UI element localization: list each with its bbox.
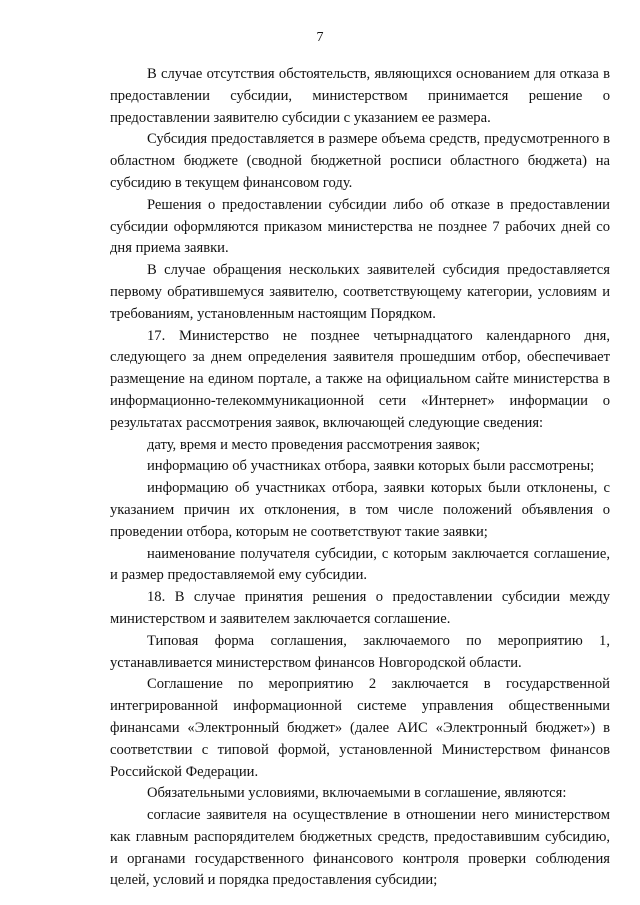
page-number: 7 [316,30,324,45]
paragraph: наименование получателя субсидии, с которым заключается соглашение, и размер предоставляемой ему субсидии. [110,545,610,584]
paragraph: Обязательными условиями, включаемыми в соглашение, являются: [147,785,567,802]
paragraph: дату, время и место проведения рассмотрения заявок; [147,436,481,453]
paragraph: 17. Министерство не позднее четырнадцатого календарного дня, следующего за днем определения заявителя прошедшим отбор, обеспечивает размещение на едином портале, а также на официальном сайте министерства в информационно-телекоммуникационной сети «Интернет» информации о результатах рассмотрения заявок, включающей следующие сведения: [110,327,610,431]
paragraph: В случае обращения нескольких заявителей субсидия предоставляется первому обратившемуся заявителю, соответствующему категории, условиям и требованиям, установленным настоящим Порядком. [110,262,610,322]
paragraph: Соглашение по мероприятию 2 заключается в государственной интегрированной информационной системе управления общественными финансами «Электронный бюджет» (далее АИС «Электронный бюджет») в соответствии с типовой формой, установленной Министерством финансов Российской Федерации. [110,676,610,780]
paragraph: информацию об участниках отбора, заявки которых были отклонены, с указанием причин их отклонения, в том числе положений объявления о проведении отбора, которым не соответствуют такие заявки; [110,480,610,540]
paragraph: В случае отсутствия обстоятельств, являющихся основанием для отказа в предоставлении субсидии, министерством принимается решение о предоставлении заявителю субсидии с указанием ее размера. [110,66,610,126]
paragraph: Субсидия предоставляется в размере объема средств, предусмотренного в областном бюджете (сводной бюджетной росписи областного бюджета) на субсидию в текущем финансовом году. [110,131,610,191]
document-body [110,64,610,892]
paragraph: Решения о предоставлении субсидии либо об отказе в предоставлении субсидии оформляются приказом министерства не позднее 7 рабочих дней со дня приема заявки. [110,196,610,257]
paragraph: 18. В случае принятия решения о предоставлении субсидии между министерством и заявителем заключается соглашение. [110,589,610,627]
paragraph: согласие заявителя на осуществление в отношении него министерством как главным распорядителем бюджетных средств, предоставившим субсидию, и органами государственного финансового контроля проверки соблюдения целей, условий и порядка предоставления субсидии; [110,807,610,889]
paragraph: Типовая форма соглашения, заключаемого по мероприятию 1, устанавливается министерством финансов Новгородской области. [110,632,610,671]
paragraph: информацию об участниках отбора, заявки которых были рассмотрены; [147,458,595,475]
